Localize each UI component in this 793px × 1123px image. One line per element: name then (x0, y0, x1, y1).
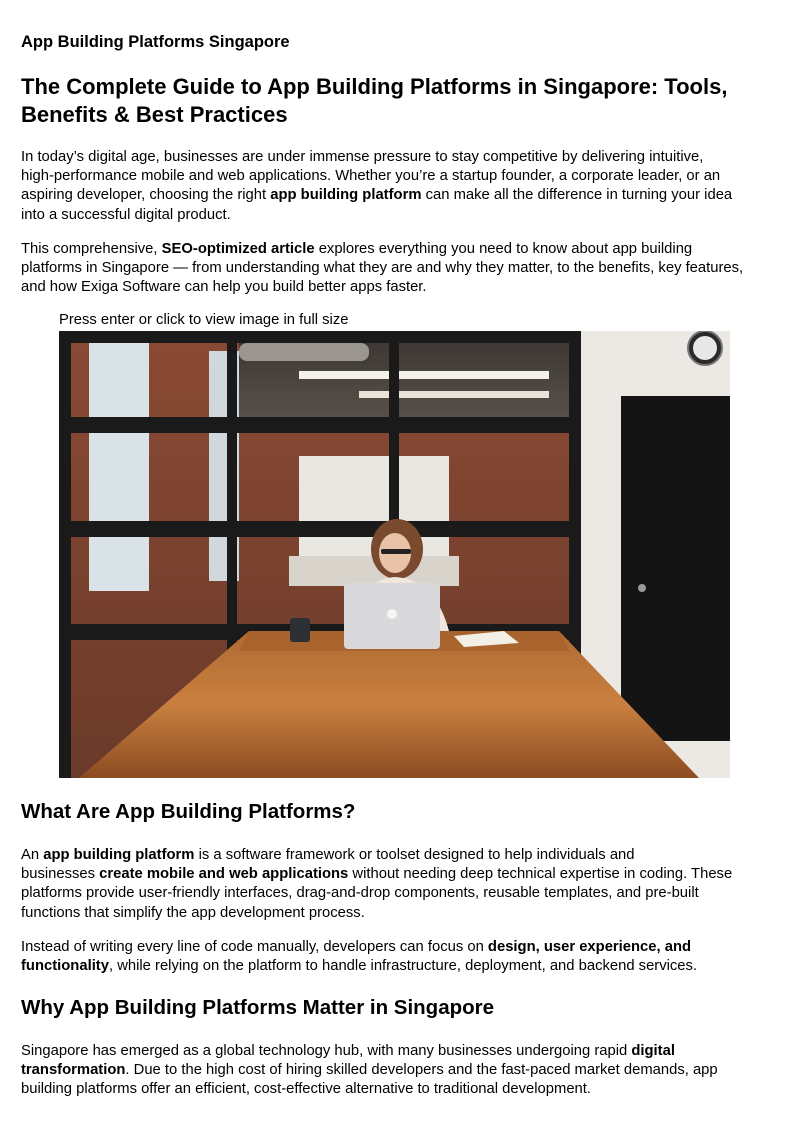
bold-functionality: functionality (21, 958, 109, 975)
section-heading-why-matter: Why App Building Platforms Matter in Singapore (21, 996, 495, 1019)
office-photo-illustration (59, 331, 730, 778)
section1-paragraph-1: An app building platform is a software framework or toolset designed to help individuals and businesses create mobile and web applications without needing deep technical expertise in coding. These platforms provide user-friendly interfaces, drag-and-drop components, reusable templates, and pre-built functions that simplify the app development process. (21, 847, 733, 921)
article-title-line-2: Benefits & Best Practices (21, 102, 288, 127)
bold-digital: digital (631, 1043, 675, 1059)
bold-design-ux: design, user experience, and (487, 939, 692, 955)
image-caption[interactable]: Press enter or click to view image in full size (59, 312, 349, 328)
bold-create-apps: create mobile and web applications (99, 866, 349, 883)
section2-paragraph-1: Singapore has emerged as a global technology hub, with many businesses undergoing rapid digital transformation. Due to the high cost of hiring skilled developers and the fast-paced market demands, app building platforms offer an efficient, cost-effective alternative to traditional development. (21, 1043, 718, 1098)
bold-app-building-platform-2: app building platform (43, 847, 195, 863)
bold-app-building-platform: app building platform (270, 187, 422, 204)
intro-paragraph-1: In today’s digital age, businesses are under immense pressure to stay competitive by delivering intuitive, high-performance mobile and web applications. Whether you’re a startup founder, a corporate leader, or an aspiring developer, choosing the right app building platform can make all the difference in turning your idea into a successful digital product. (21, 149, 733, 223)
section-heading-what-are: What Are App Building Platforms? (21, 800, 356, 823)
article-title (21, 73, 781, 129)
intro-paragraph-2: This comprehensive, SEO-optimized article explores everything you need to know about app building platforms in Singapore — from understanding what they are and why they matter, to the benefits, key features, and how Exiga Software can help you build better apps faster. (21, 241, 744, 296)
section1-paragraph-2: Instead of writing every line of code manually, developers can focus on design, user experience, and functionality, while relying on the platform to handle infrastructure, deployment, and backend services. (21, 939, 698, 975)
article-photo[interactable] (59, 331, 730, 778)
bold-transformation: transformation (21, 1062, 126, 1079)
bold-seo-optimized-article: SEO-optimized article (161, 241, 315, 257)
article-title-line-1: The Complete Guide to App Building Platforms in Singapore: Tools, (21, 74, 728, 99)
page-kicker: App Building Platforms Singapore (21, 33, 290, 51)
